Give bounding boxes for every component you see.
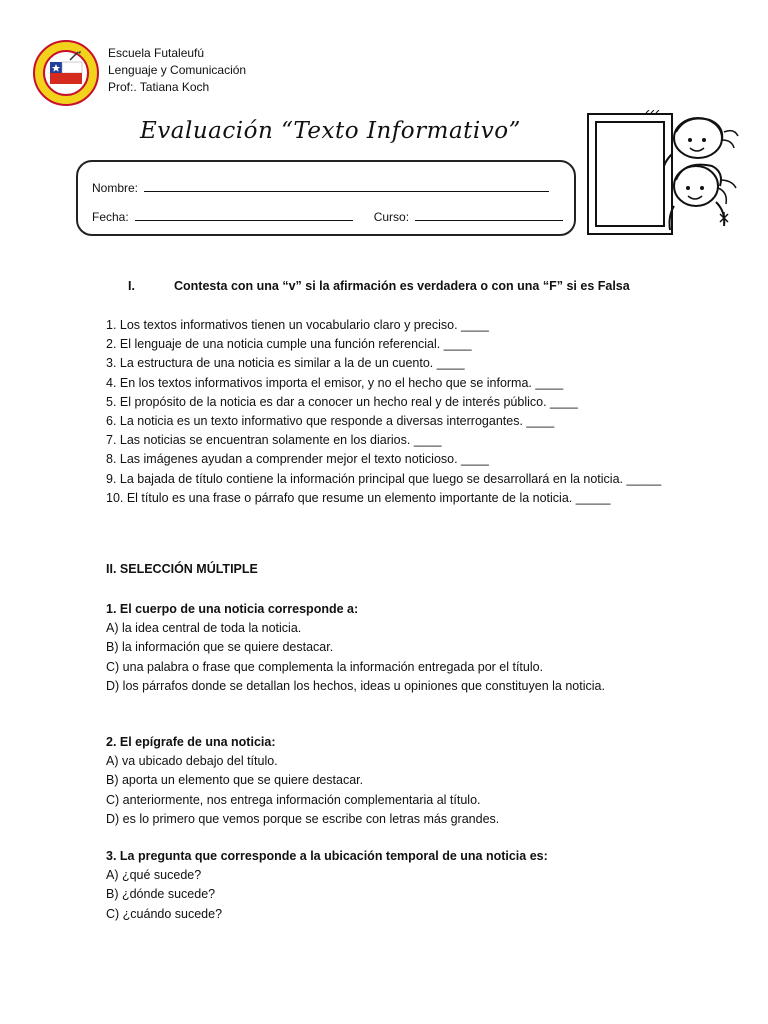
subject-name: Lenguaje y Comunicación: [108, 63, 247, 77]
q3-option-c[interactable]: C) ¿cuándo sucede?: [106, 906, 223, 921]
q1-option-d[interactable]: D) los párrafos donde se detallan los hechos, ideas u opiniones que constituyen la noticia.: [106, 678, 605, 693]
mc-question-3: [106, 847, 672, 924]
question-3-title: 3. La pregunta que corresponde a la ubicación temporal de una noticia es:: [106, 849, 548, 863]
q1-option-c[interactable]: C) una palabra o frase que complementa la información entregada por el título.: [106, 659, 544, 674]
section-1-instruction: Contesta con una “v” si la afirmación es verdadera o con una “F” si es Falsa: [174, 279, 630, 293]
q2-option-a[interactable]: A) va ubicado debajo del título.: [106, 754, 278, 769]
tf-item-8[interactable]: 8. Las imágenes ayudan a comprender mejor el texto noticioso. ____: [106, 452, 489, 467]
teacher-name: Prof:. Tatiana Koch: [108, 80, 210, 94]
tf-item-2[interactable]: 2. El lenguaje de una noticia cumple una función referencial. ____: [106, 337, 472, 352]
q2-option-c[interactable]: C) anteriormente, nos entrega información complementaria al título.: [106, 792, 481, 807]
name-label: Nombre:: [92, 181, 139, 195]
tf-item-10[interactable]: 10. El título es una frase o párrafo que resume un elemento importante de la noticia. _____: [106, 490, 611, 505]
tf-item-7[interactable]: 7. Las noticias se encuentran solamente en los diarios. ____: [106, 433, 442, 448]
section-1-heading: [128, 279, 630, 293]
school-name: Escuela Futaleufú: [108, 46, 205, 60]
course-field[interactable]: [415, 210, 563, 221]
q2-option-b[interactable]: B) aporta un elemento que se quiere destacar.: [106, 773, 364, 788]
school-info: [108, 45, 246, 96]
mc-question-1: [106, 600, 672, 696]
name-field[interactable]: [144, 181, 549, 192]
section-1-number: I.: [128, 279, 135, 293]
tf-item-9[interactable]: 9. La bajada de título contiene la información principal que luego se desarrollará en la noticia. _____: [106, 471, 662, 486]
tf-item-4[interactable]: 4. En los textos informativos importa el emisor, y no el hecho que se informa. ____: [106, 375, 564, 390]
tf-item-6[interactable]: 6. La noticia es un texto informativo que responde a diversas interrogantes. ____: [106, 414, 555, 429]
tf-item-1[interactable]: 1. Los textos informativos tienen un vocabulario claro y preciso. ____: [106, 318, 489, 332]
page-title: Evaluación “Texto Informativo”: [140, 118, 521, 144]
school-logo: [32, 40, 100, 106]
date-label: Fecha:: [92, 210, 129, 224]
question-1-title: 1. El cuerpo de una noticia corresponde a:: [106, 602, 359, 616]
mc-question-2: [106, 733, 672, 829]
kids-frame-illustration: [580, 110, 748, 240]
q2-option-d[interactable]: D) es lo primero que vemos porque se escribe con letras más grandes.: [106, 811, 500, 826]
q1-option-a[interactable]: A) la idea central de toda la noticia.: [106, 621, 302, 636]
question-2-title: 2. El epígrafe de una noticia:: [106, 735, 276, 749]
section-2-heading: II. SELECCIÓN MÚLTIPLE: [106, 562, 258, 576]
tf-item-3[interactable]: 3. La estructura de una noticia es similar a la de un cuento. ____: [106, 356, 465, 371]
student-info-box: [76, 160, 576, 236]
true-false-list: [106, 316, 672, 508]
q3-option-a[interactable]: A) ¿qué sucede?: [106, 868, 202, 883]
course-label: Curso:: [373, 210, 410, 224]
q1-option-b[interactable]: B) la información que se quiere destacar.: [106, 640, 334, 655]
q3-option-b[interactable]: B) ¿dónde sucede?: [106, 887, 216, 902]
date-field[interactable]: [135, 210, 353, 221]
tf-item-5[interactable]: 5. El propósito de la noticia es dar a conocer un hecho real y de interés público. ____: [106, 394, 578, 409]
